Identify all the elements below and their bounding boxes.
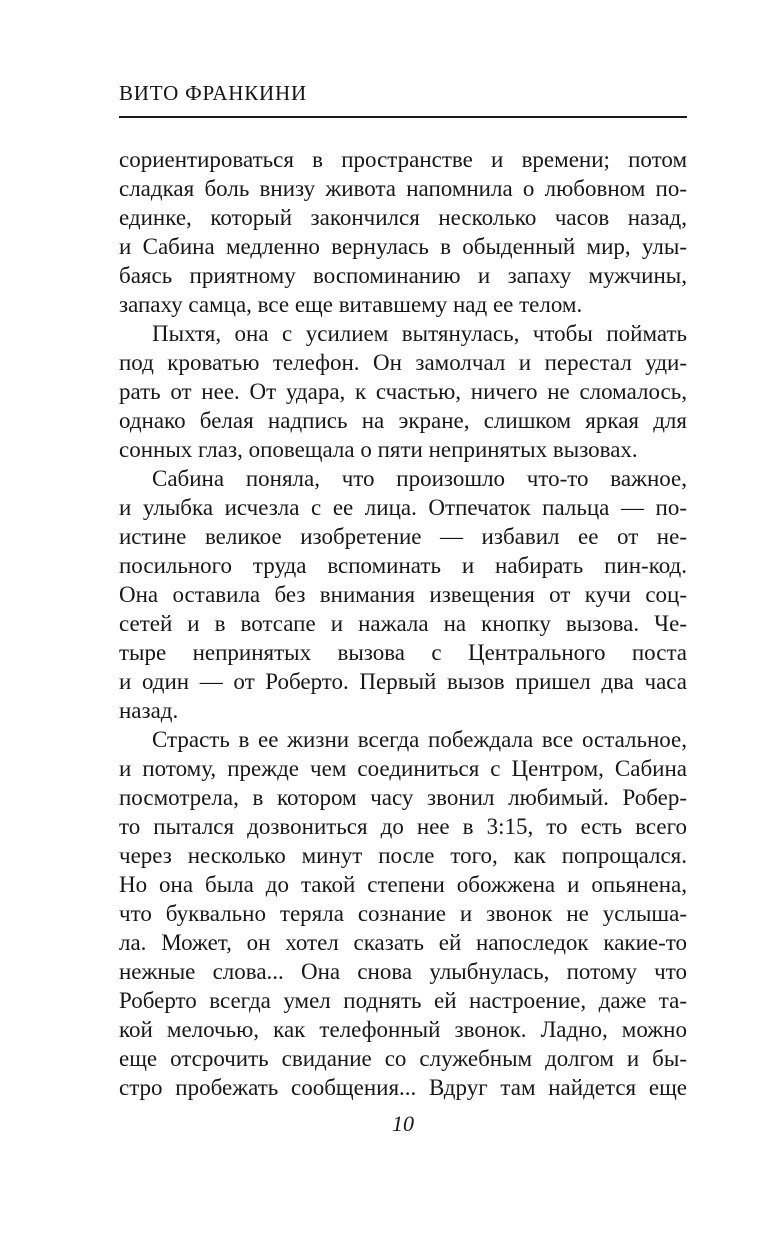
text-line: тыре непринятых вызова с Центрального поста <box>119 640 687 665</box>
text-line: сориентироваться в пространстве и времени; потом <box>119 147 687 172</box>
body-text <box>119 145 687 1102</box>
text-line: и улыбка исчезла с ее лица. Отпечаток пальца — по- <box>119 495 687 520</box>
text-line: что буквально теряла сознание и звонок не услыша- <box>119 901 687 926</box>
text-line: то пытался дозвониться до нее в 3:15, то есть всего <box>119 814 687 839</box>
text-line: единке, который закончился несколько часов назад, <box>119 205 687 230</box>
text-line: Страсть в ее жизни всегда побеждала все остальное, <box>152 727 687 752</box>
text-line: сладкая боль внизу живота напомнила о любовном по- <box>119 176 687 201</box>
text-line: назад. <box>119 698 179 723</box>
text-line: Но она была до такой степени обожжена и опьянена, <box>119 872 687 897</box>
page-number: 10 <box>392 1111 414 1136</box>
running-head <box>119 81 687 106</box>
text-line: баясь приятному воспоминанию и запаху мужчины, <box>119 263 687 288</box>
text-line: ла. Может, он хотел сказать ей напоследок какие-то <box>119 930 687 955</box>
text-line: посильного труда вспоминать и набирать пин-код. <box>119 553 687 578</box>
text-line: сетей и в вотсапе и нажала на кнопку вызова. Че- <box>119 611 687 636</box>
text-line: нежные слова... Она снова улыбнулась, потому что <box>119 959 687 984</box>
text-line: и потому, прежде чем соединиться с Центром, Сабина <box>119 756 687 781</box>
text-line: Сабина поняла, что произошло что-то важное, <box>152 466 687 491</box>
text-line: еще отсрочить свидание со служебным долгом и бы- <box>119 1046 687 1071</box>
text-line: Роберто всегда умел поднять ей настроение, даже та- <box>119 988 687 1013</box>
text-line: Пыхтя, она с усилием вытянулась, чтобы поймать <box>152 321 687 346</box>
text-line: под кроватью телефон. Он замолчал и перестал уди- <box>119 350 687 375</box>
text-line: сонных глаз, оповещала о пяти непринятых вызовах. <box>119 437 638 462</box>
text-line: однако белая надпись на экране, слишком яркая для <box>119 408 687 433</box>
text-line: кой мелочью, как телефонный звонок. Ладно, можно <box>119 1017 687 1042</box>
author-name: ВИТО ФРАНКИНИ <box>119 81 307 105</box>
text-line: и Сабина медленно вернулась в обыденный мир, улы- <box>119 234 687 259</box>
text-line: запаху самца, все еще витавшему над ее телом. <box>119 292 583 317</box>
text-line: и один — от Роберто. Первый вызов пришел два часа <box>119 669 687 694</box>
text-line: истине великое изобретение — избавил ее от не- <box>119 524 687 549</box>
text-line: рать от нее. От удара, к счастью, ничего не сломалось, <box>119 379 687 404</box>
header-rule <box>119 116 687 118</box>
text-line: Она оставила без внимания извещения от кучи соц- <box>119 582 687 607</box>
text-line: через несколько минут после того, как попрощался. <box>119 843 687 868</box>
text-line: посмотрела, в котором часу звонил любимый. Робер- <box>119 785 687 810</box>
text-line: стро пробежать сообщения... Вдруг там найдется еще <box>119 1075 687 1100</box>
